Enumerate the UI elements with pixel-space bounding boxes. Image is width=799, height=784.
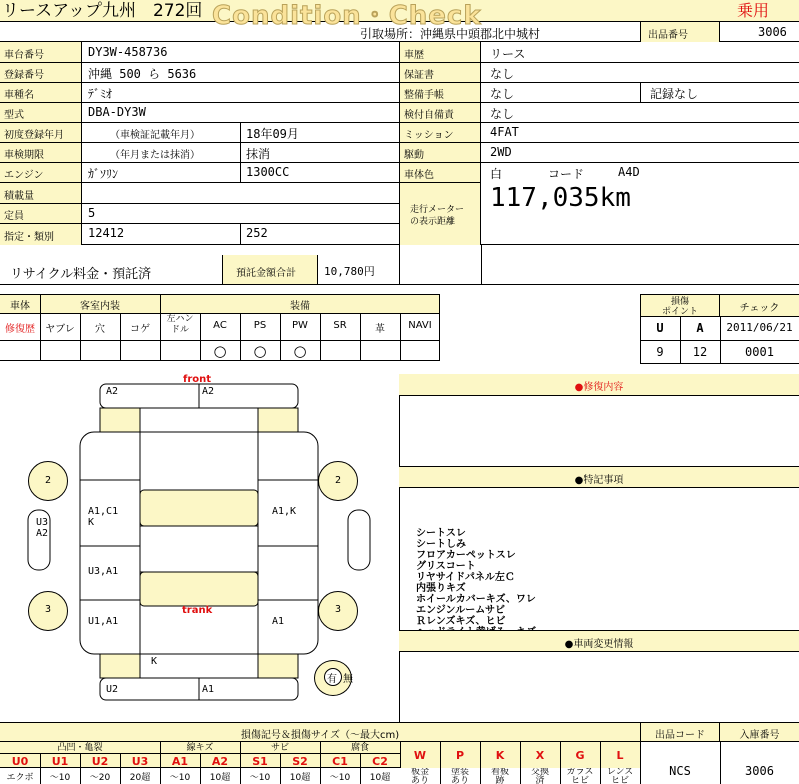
legend-code: C2	[372, 755, 388, 768]
warranty-value: なし	[490, 67, 515, 81]
legend-group-rust: サビ	[270, 743, 289, 753]
footer-code: NCS	[669, 764, 691, 778]
legend-size: 塗装 あり	[450, 768, 469, 784]
pickup-location: 引取場所：沖縄県中頭郡北中城村	[360, 27, 541, 41]
footer-entry: 3006	[745, 764, 774, 778]
equip-mark-ps: ○	[253, 342, 267, 360]
mark-right-front-door: A1,K	[272, 506, 297, 517]
maint-label: 整備手帳	[404, 90, 444, 101]
tire-rl-mark: 3	[44, 604, 52, 615]
notes-header: ●特記事項	[574, 475, 624, 486]
mark-left-rear-door: U3,A1	[88, 566, 119, 577]
points-a-label: A	[696, 321, 704, 335]
legend-code: X	[535, 749, 545, 762]
mark-trunk-lid: K	[151, 656, 158, 667]
model-code: DBA-DY3W	[88, 105, 146, 119]
footer-entry-label: 入庫番号	[739, 730, 780, 741]
points-a-value: 12	[692, 345, 708, 359]
equipment-header: 装備	[290, 301, 310, 312]
chassis-label: 車台番号	[4, 50, 44, 61]
legend-code: U2	[91, 755, 109, 768]
legend-size: ～10	[329, 773, 351, 783]
notes-list	[416, 528, 786, 638]
legend-code: W	[413, 749, 427, 762]
points-header-1: 損傷	[670, 297, 689, 307]
mark-front-right: A2	[202, 386, 215, 397]
note-line: 内張りキズ	[416, 583, 466, 594]
equip-col-ps: PS	[253, 320, 267, 331]
drive-label: 駆動	[404, 150, 424, 161]
warranty-label: 保証書	[404, 70, 434, 81]
engine-fuel: ｶﾞｿﾘﾝ	[88, 167, 119, 181]
capacity-value: 5	[88, 206, 96, 220]
vehicle-kind: 乗用	[737, 1, 770, 20]
footer-code-label: 出品コード	[655, 730, 705, 741]
engine-label: エンジン	[4, 170, 44, 181]
mark-left-side: U3 A2	[36, 517, 49, 539]
mark-right-quarter: A1	[272, 616, 285, 627]
legend-size: 10超	[209, 773, 231, 783]
points-u-value: 9	[656, 345, 664, 359]
legend-size: ～10	[49, 773, 71, 783]
mission-label: ミッション	[404, 130, 454, 141]
color-label: 車体色	[404, 170, 434, 181]
legend-code: A1	[171, 755, 189, 768]
equip-col-pw: PW	[292, 320, 308, 331]
mark-left-quarter: U1,A1	[88, 616, 119, 627]
code-value: A4D	[618, 165, 640, 179]
equip-mark-pw: ○	[293, 342, 307, 360]
legend-code: L	[616, 749, 624, 762]
legend-code: U1	[51, 755, 69, 768]
record-value: 記録なし	[650, 87, 699, 101]
maint-value: なし	[490, 87, 515, 101]
equip-col-hole: 穴	[95, 324, 105, 335]
mileage-label-1: 走行メーター	[410, 205, 465, 215]
body-header: 車体	[10, 301, 30, 312]
legend-code: S1	[252, 755, 268, 768]
chassis-number: DY3W-458736	[88, 45, 168, 59]
legend-code: C1	[332, 755, 348, 768]
model-label: 型式	[4, 110, 24, 121]
points-header-2: ポイント	[661, 307, 698, 317]
legend-size: ～20	[89, 773, 111, 783]
inspection-note: （年月または抹消）	[110, 150, 200, 161]
note-line: エンジンルームサビ	[416, 605, 506, 616]
name-label: 車種名	[4, 90, 34, 101]
note-line: リヤサイドパネル左Ｃ	[416, 572, 515, 583]
legend-group-scratch: 線キズ	[186, 743, 214, 753]
recycle-total: 10,780円	[324, 265, 375, 278]
legend-code: U3	[131, 755, 149, 768]
code-label: コード	[548, 167, 585, 181]
legend-size: 板金 あり	[410, 768, 429, 784]
usage-label: 車歴	[404, 50, 424, 61]
legend-size: ガラス ヒビ	[566, 768, 594, 784]
first-reg-note: （車検証記載年月）	[110, 130, 200, 141]
category-number: 252	[246, 226, 268, 240]
check-code: 0001	[745, 345, 774, 359]
legend-group-dent: 凸凹・亀裂	[57, 743, 103, 753]
reg-number: 沖縄 500 ら 5636	[88, 67, 197, 81]
front-label: front	[183, 374, 212, 385]
equip-col-navi: NAVI	[408, 320, 432, 331]
equip-col-leather: 革	[375, 324, 385, 335]
equip-col-repair: 修復歴	[5, 324, 35, 335]
color-value: 白	[490, 167, 503, 181]
equip-col-lhd: 左ハン ドル	[166, 314, 194, 335]
stamp-yes: 有	[327, 674, 337, 685]
note-line: グリスコート	[416, 561, 476, 572]
listing-label: 出品番号	[648, 30, 688, 41]
reg-label: 登録番号	[4, 70, 44, 81]
usage-value: リース	[490, 47, 526, 61]
legend-code: G	[575, 749, 585, 762]
tire-rr-mark: 3	[334, 604, 342, 615]
trunk-label: trank	[182, 605, 213, 616]
equip-col-burn: コゲ	[130, 324, 150, 335]
legend-size: 10超	[369, 773, 391, 783]
mark-rear-left: U2	[106, 684, 119, 695]
note-line: シートスレ	[416, 528, 466, 539]
recycle-total-label: 預託金額合計	[236, 268, 296, 279]
designation-label: 指定・類別	[4, 232, 54, 243]
first-reg-date: 18年09月	[246, 127, 299, 141]
auction-name: リースアップ九州 272回	[2, 1, 203, 21]
inspection-label: 車検期限	[4, 150, 44, 161]
note-line: シートしみ	[416, 539, 466, 550]
sheet-title: Condition・Check	[212, 1, 482, 31]
accessories-label: 検付自備責	[404, 110, 454, 121]
first-reg-label: 初度登録年月	[4, 130, 64, 141]
legend-code: P	[455, 749, 465, 762]
listing-number: 3006	[758, 25, 787, 39]
mission-value: 4FAT	[490, 125, 519, 139]
legend-size: 交換 済	[530, 768, 549, 784]
recycle-label: リサイクル料金・預託済	[10, 267, 152, 282]
check-date: 2011/06/21	[726, 321, 793, 334]
legend-size: エクボ	[6, 773, 34, 783]
equip-col-ac: AC	[213, 320, 227, 331]
legend-size: 看板 跡	[490, 768, 509, 784]
inspection-value: 抹消	[246, 147, 271, 161]
drive-value: 2WD	[490, 145, 512, 159]
car-name: ﾃﾞﾐｵ	[88, 87, 113, 101]
equip-col-tear: ヤブレ	[45, 324, 75, 335]
change-header: ●車両変更情報	[564, 639, 634, 650]
legend-size: ～10	[249, 773, 271, 783]
mark-front-left: A2	[106, 386, 119, 397]
designation-number: 12412	[88, 226, 125, 240]
points-u-label: U	[656, 321, 664, 335]
legend-code: S2	[292, 755, 308, 768]
legend-size: 20超	[129, 773, 151, 783]
repair-header: ●修復内容	[574, 382, 624, 393]
equip-col-sr: SR	[333, 320, 347, 331]
check-label: チェック	[739, 303, 780, 314]
legend-size: ～10	[169, 773, 191, 783]
note-line: フロアカーペットスレ	[416, 550, 516, 561]
legend-title: 損傷記号＆損傷サイズ（～最大cm)	[240, 730, 400, 741]
legend-size: 10超	[289, 773, 311, 783]
legend-code: U0	[11, 755, 29, 768]
equip-mark-ac: ○	[213, 342, 227, 360]
engine-cc: 1300CC	[246, 165, 290, 179]
mileage-label-2: の表示距離	[410, 217, 456, 227]
legend-code: A2	[211, 755, 229, 768]
mark-left-front-door: A1,C1 K	[88, 506, 119, 528]
capacity-label: 定員	[4, 211, 24, 222]
accessories-value: なし	[490, 107, 515, 121]
note-line: Ｒレンズキズ、ヒビ	[416, 616, 506, 627]
legend-group-corrosion: 腐食	[350, 743, 369, 753]
legend-code: K	[495, 749, 505, 762]
tire-fr-mark: 2	[334, 475, 342, 486]
tire-fl-mark: 2	[44, 475, 52, 486]
note-line: ホイールカバーキズ、ワレ	[416, 594, 536, 605]
load-label: 積載量	[4, 191, 34, 202]
legend-size: レンズ ヒビ	[606, 768, 634, 784]
stamp-no: 無	[343, 674, 353, 685]
interior-header: 客室内装	[80, 301, 120, 312]
mileage-value: 117,035km	[490, 183, 631, 213]
mark-rear-right: A1	[202, 684, 215, 695]
